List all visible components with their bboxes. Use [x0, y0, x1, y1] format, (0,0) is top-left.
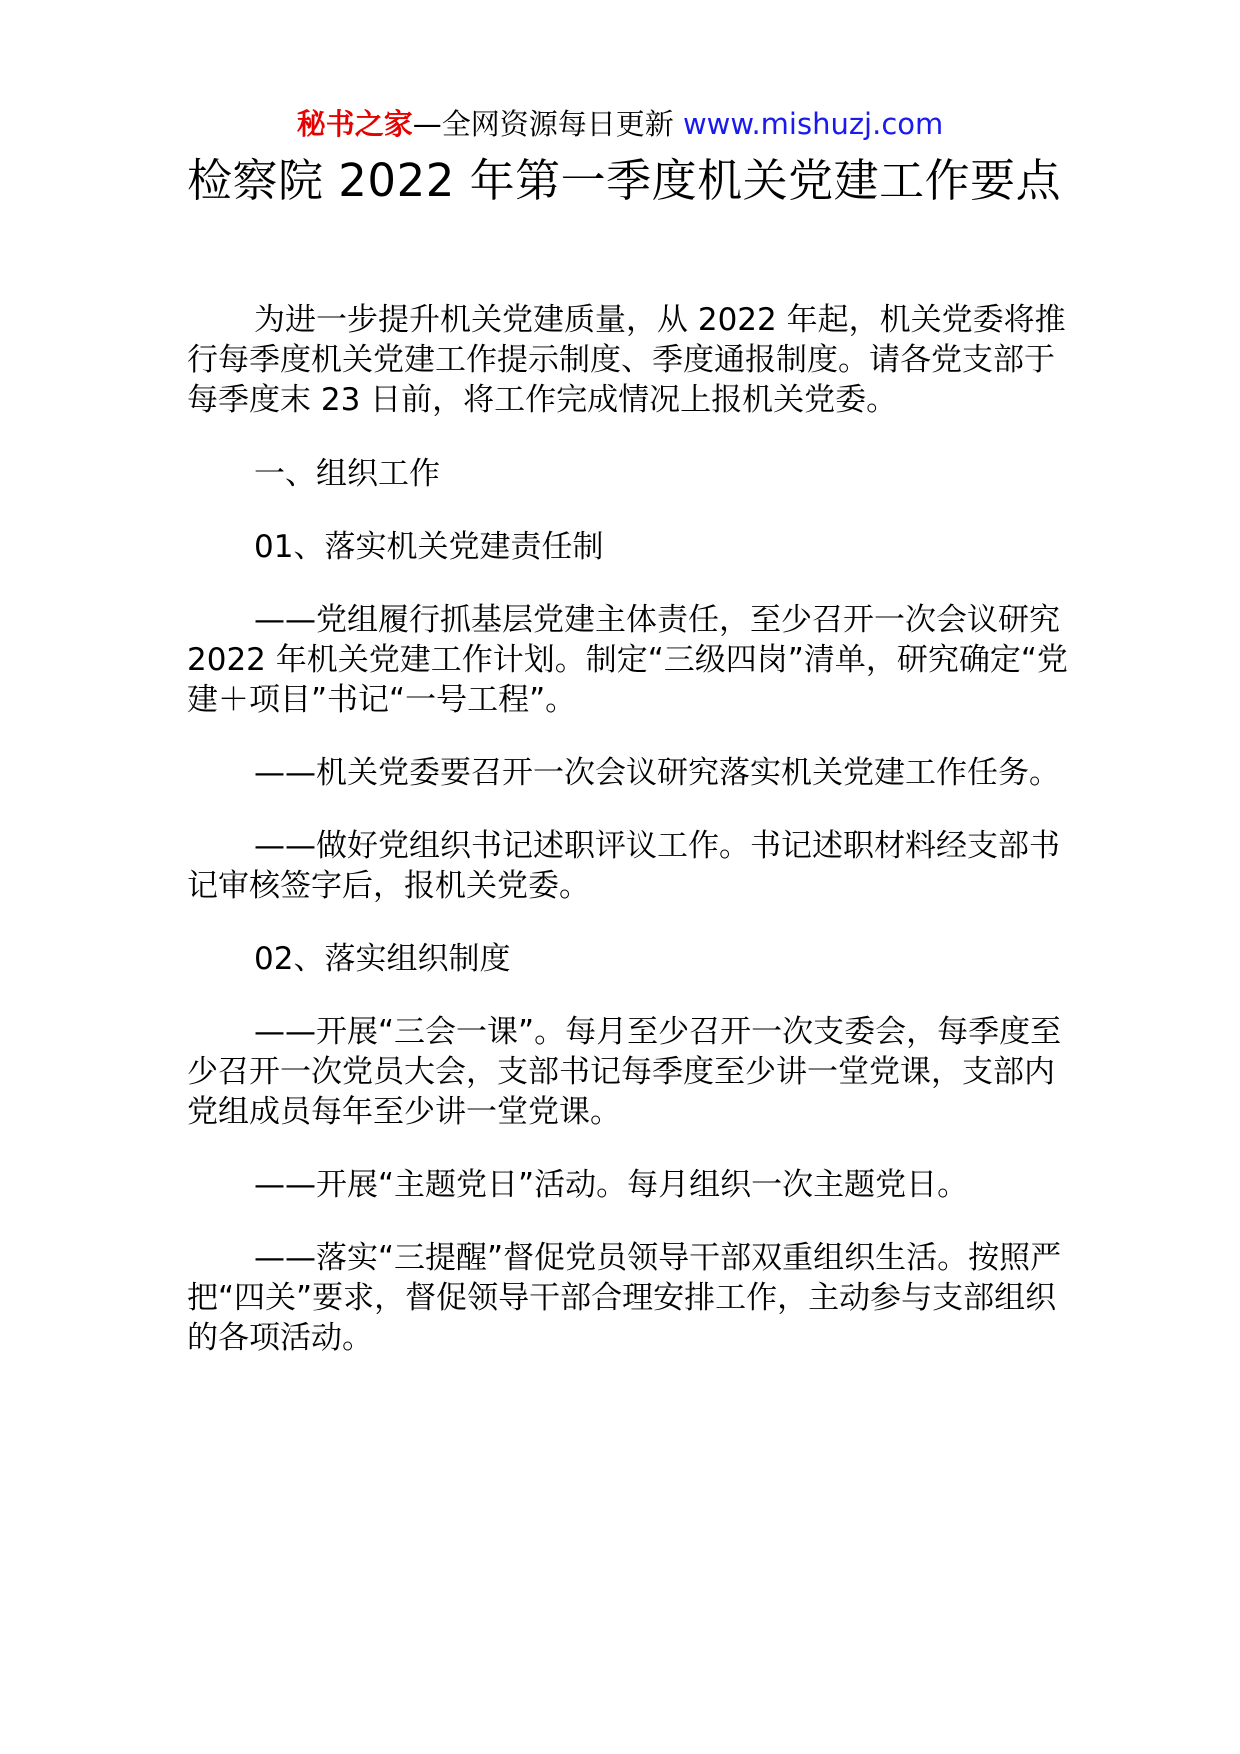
item-02-paragraph-3: ——落实“三提醒”督促党员领导干部双重组织生活。按照严把“四关”要求，督促领导干部合理安排工作，主动参与支部组织的各项活动。 — [187, 1240, 1062, 1356]
document-title: 检察院 2022 年第一季度机关党建工作要点 — [187, 154, 1062, 207]
item-01-paragraph-3: ——做好党组织书记述职评议工作。书记述职材料经支部书记审核签字后，报机关党委。 — [187, 828, 1060, 904]
item-heading-01: 01、落实机关党建责任制 — [254, 529, 604, 565]
site-header — [0, 102, 1240, 146]
site-link[interactable]: www.mishuzj.com — [682, 107, 944, 141]
header-tagline: —全网资源每日更新 — [412, 107, 683, 141]
brand-name: 秘书之家 — [296, 107, 413, 141]
intro-paragraph: 为进一步提升机关党建质量，从 2022 年起，机关党委将推行每季度机关党建工作提示制度、季度通报制度。请各党支部于每季度末 23 日前，将工作完成情况上报机关党委。 — [187, 302, 1066, 418]
item-02-paragraph-1: ——开展“三会一课”。每月至少召开一次支委会，每季度至少召开一次党员大会，支部书记每季度至少讲一堂党课，支部内党组成员每年至少讲一堂党课。 — [187, 1014, 1062, 1130]
item-01-paragraph-2: ——机关党委要召开一次会议研究落实机关党建工作任务。 — [254, 755, 1060, 791]
item-01-paragraph-1: ——党组履行抓基层党建主体责任，至少召开一次会议研究 2022 年机关党建工作计划。制定“三级四岗”清单，研究确定“党建＋项目”书记“一号工程”。 — [187, 602, 1068, 718]
section-heading: 一、组织工作 — [254, 456, 440, 492]
item-heading-02: 02、落实组织制度 — [254, 941, 511, 977]
document-body — [187, 300, 1077, 1358]
item-02-paragraph-2: ——开展“主题党日”活动。每月组织一次主题党日。 — [254, 1167, 969, 1203]
